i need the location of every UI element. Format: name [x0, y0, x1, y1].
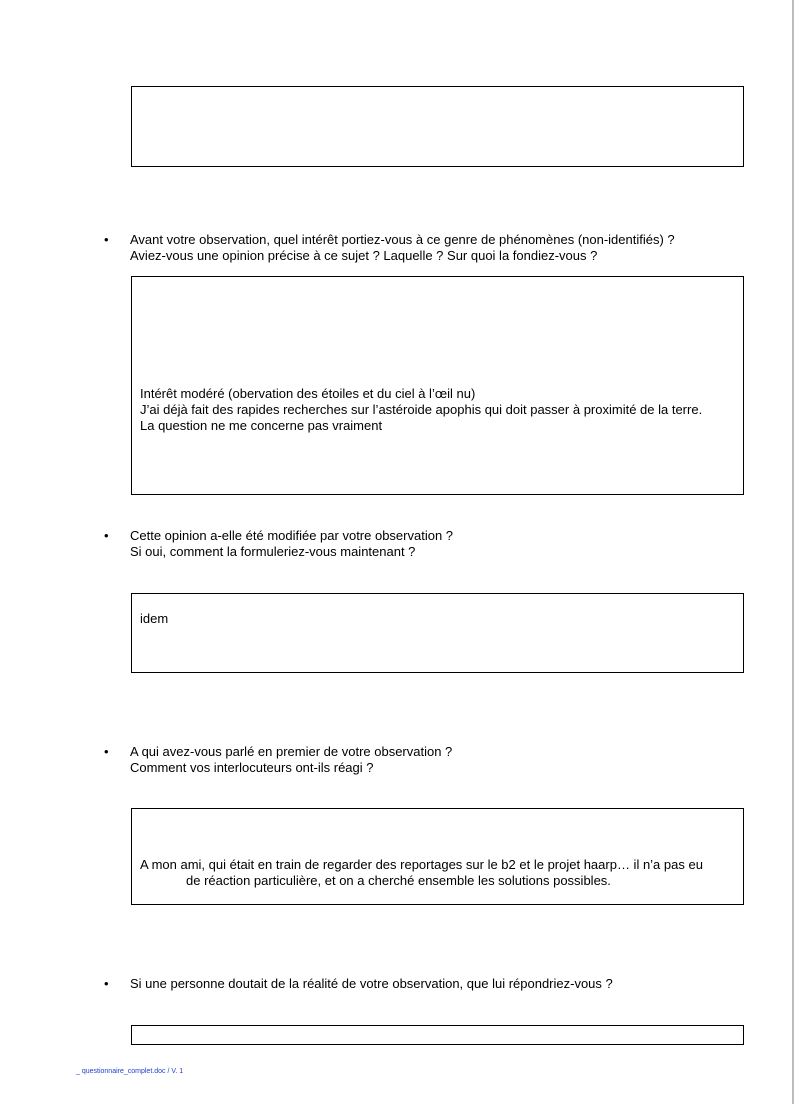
question-2-line-1: Cette opinion a-elle été modifiée par votre observation ?: [130, 528, 454, 543]
question-1-line-2: Aviez-vous une opinion précise à ce sujet ? Laquelle ? Sur quoi la fondiez-vous ?: [130, 248, 598, 263]
question-3-line-1: A qui avez-vous parlé en premier de votre observation ?: [130, 744, 453, 759]
question-1-line-1: Avant votre observation, quel intérêt portiez-vous à ce genre de phénomènes (non-identifiés) ?: [130, 232, 675, 247]
question-4-line-1: Si une personne doutait de la réalité de votre observation, que lui répondriez-vous ?: [130, 976, 613, 991]
answer-3-line-1: A mon ami, qui était en train de regarder des reportages sur le b2 et le projet haarp… il n’a pas eu: [140, 857, 703, 872]
answer-3-line-2: de réaction particulière, et on a cherché ensemble les solutions possibles.: [186, 873, 611, 888]
bullet-icon: •: [104, 976, 109, 991]
question-2-line-2: Si oui, comment la formuleriez-vous maintenant ?: [130, 544, 416, 559]
answer-box-3[interactable]: [131, 808, 744, 905]
answer-box-previous[interactable]: [131, 86, 744, 167]
answer-2-line-1: idem: [140, 611, 169, 626]
answer-box-2[interactable]: [131, 593, 744, 673]
bullet-icon: •: [104, 232, 109, 247]
answer-1-line-2: J’ai déjà fait des rapides recherches sur l’astéroide apophis qui doit passer à proximité de la terre.: [140, 402, 703, 417]
answer-box-4[interactable]: [131, 1025, 744, 1045]
answer-1-line-1: Intérêt modéré (obervation des étoiles et du ciel à l’œil nu): [140, 386, 476, 401]
answer-1-line-3: La question ne me concerne pas vraiment: [140, 418, 383, 433]
bullet-icon: •: [104, 744, 109, 759]
answer-box-1[interactable]: [131, 276, 744, 495]
footer-filename: _ questionnaire_complet.doc / V. 1: [76, 1068, 184, 1075]
bullet-icon: •: [104, 528, 109, 543]
question-3-line-2: Comment vos interlocuteurs ont-ils réagi ?: [130, 760, 374, 775]
